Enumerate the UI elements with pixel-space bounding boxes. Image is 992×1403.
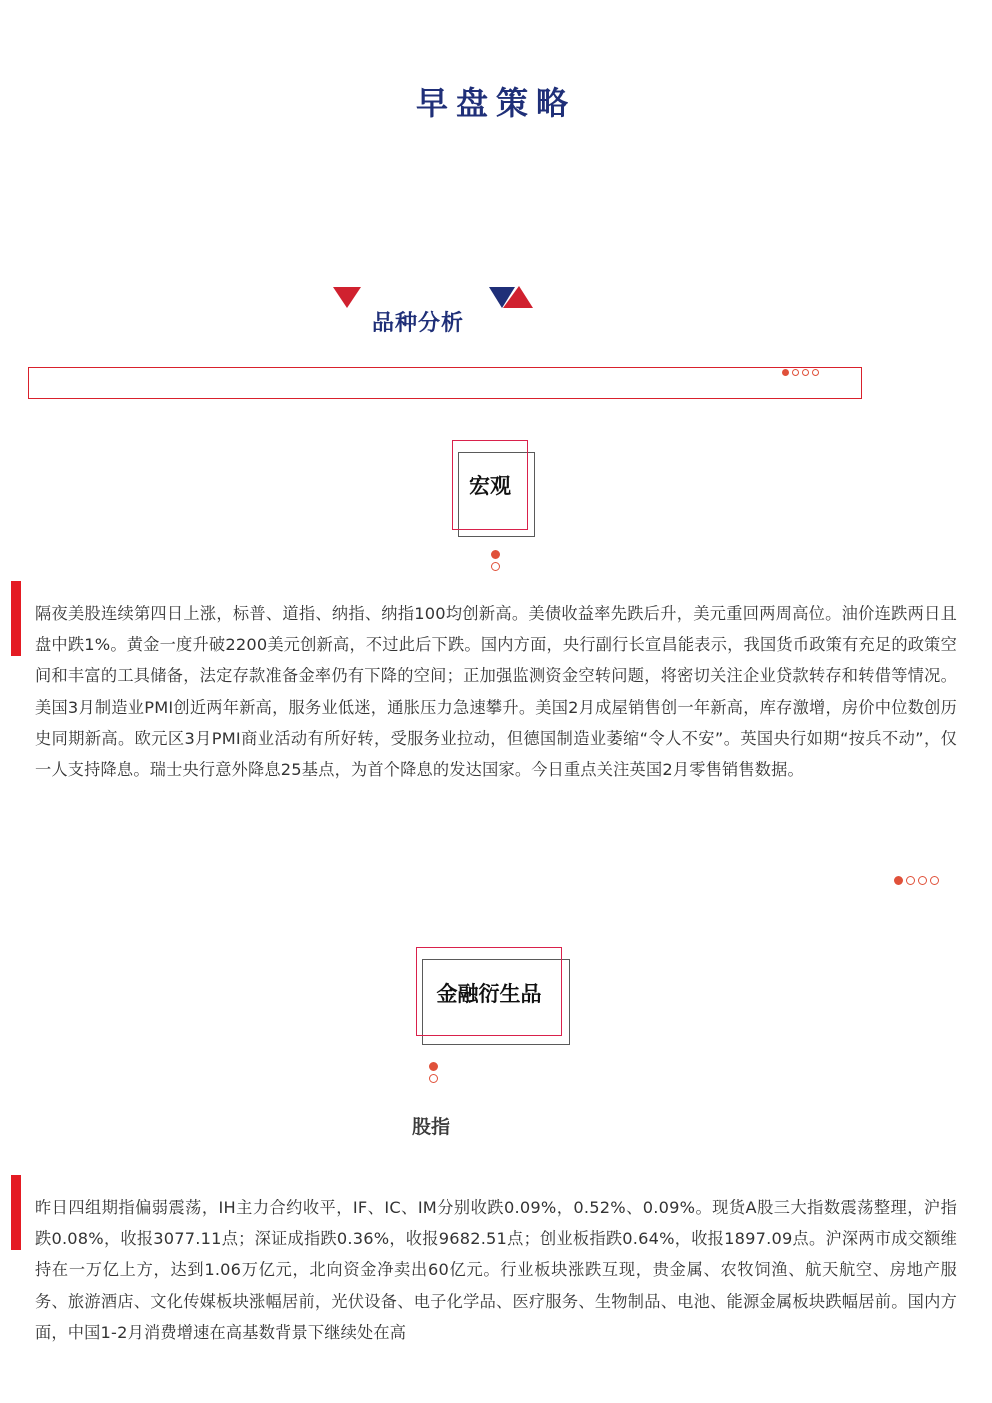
vertical-dots: [429, 1062, 438, 1083]
vertical-dots: [491, 550, 500, 571]
dot-icon: [812, 369, 819, 376]
navy-red-triangles-icon: [489, 286, 533, 310]
section-heading: 品种分析: [372, 311, 465, 336]
derivatives-paragraph: 昨日四组期指偏弱震荡，IH主力合约收平，IF、IC、IM分别收跌0.09%，0.52%、0.09%。现货A股三大指数震荡整理，沪指跌0.08%，收报3077.11点；深证成指跌0.36%，收报9682.51点；创业板指跌0.64%，收报1897.09点。沪深两市成交额维持在一万亿上方，达到1.06万亿元，北向资金净卖出60亿元。行业板块涨跌互现，贵金属、农牧饲渔、航天航空、房地产服务、旅游酒店、文化传媒板块涨幅居前，光伏设备、电子化学品、医疗服务、生物制品、电池、能源金属板块跌幅居前。国内方面，中国1-2月消费增速在高基数背景下继续处在高: [35, 1198, 957, 1342]
page-title: 早盘策略: [415, 84, 576, 122]
macro-label: 宏观: [469, 474, 511, 498]
dot-icon: [429, 1074, 438, 1083]
subsection-heading: 股指: [412, 1116, 451, 1138]
dot-icon: [491, 550, 500, 559]
accent-bar: [11, 1175, 21, 1250]
dot-icon: [792, 369, 799, 376]
macro-paragraph: 隔夜美股连续第四日上涨，标普、道指、纳指、纳指100均创新高。美债收益率先跌后升，美元重回两周高位。油价连跌两日且盘中跌1%。黄金一度升破2200美元创新高，不过此后下跌。国内方面，央行副行长宣昌能表示，我国货币政策有充足的政策空间和丰富的工具储备，法定存款准备金率仍有下降的空间；正加强监测资金空转问题，将密切关注企业贷款转存和转借等情况。美国3月制造业PMI创近两年新高，服务业低迷，通胀压力急速攀升。美国2月成屋销售创一年新高，库存激增，房价中位数创历史同期新高。欧元区3月PMI商业活动有所好转，受服务业拉动，但德国制造业萎缩“令人不安”。英国央行如期“按兵不动”，仅一人支持降息。瑞士央行意外降息25基点，为首个降息的发达国家。今日重点关注英国2月零售销售数据。: [35, 604, 957, 780]
section-divider-box: [28, 367, 862, 399]
dot-icon: [930, 876, 939, 885]
red-triangle-icon: [333, 287, 361, 309]
dot-icon: [429, 1062, 438, 1071]
dot-icon: [906, 876, 915, 885]
dot-icon: [491, 562, 500, 571]
pagination-dots: [894, 876, 939, 885]
dot-icon: [802, 369, 809, 376]
dot-icon: [782, 369, 789, 376]
dot-icon: [894, 876, 903, 885]
derivatives-label: 金融衍生品: [436, 982, 542, 1006]
dot-icon: [918, 876, 927, 885]
accent-bar: [11, 581, 21, 656]
pagination-dots: [782, 369, 819, 376]
